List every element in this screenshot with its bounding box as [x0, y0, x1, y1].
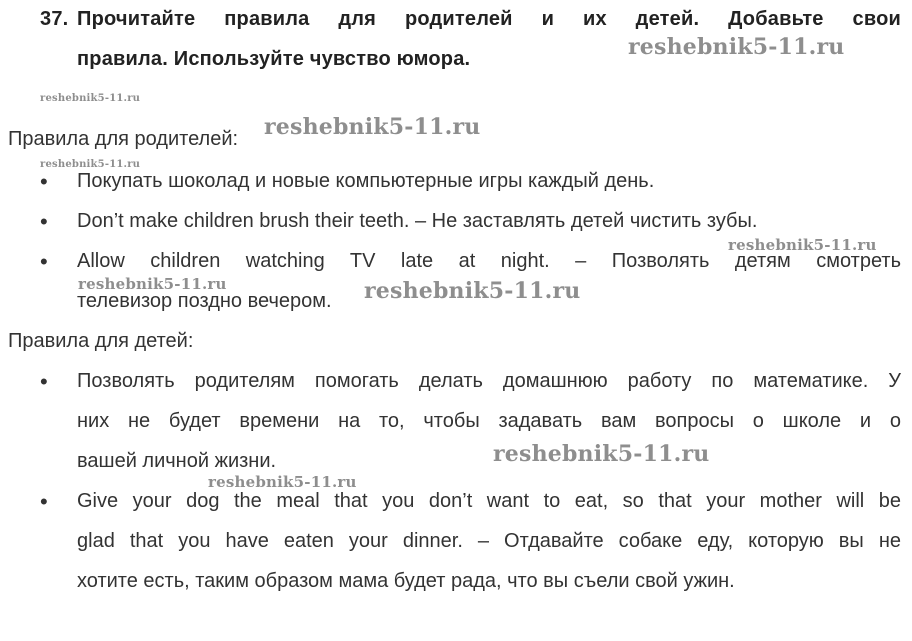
- children-rule-1-line-2: них не будет времени на то, чтобы задавать вам вопросы о школе и о: [77, 410, 901, 432]
- bullet-icon: •: [40, 209, 48, 234]
- children-rule-2-line-3: хотите есть, таким образом мама будет рада, что вы съели свой ужин.: [77, 570, 735, 592]
- children-rule-2-line-2: glad that you have eaten your dinner. – Отдавайте собаке еду, которую вы не: [77, 530, 901, 552]
- parents-rule-1-line-1: Покупать шоколад и новые компьютерные игры каждый день.: [77, 170, 655, 192]
- bullet-icon: •: [40, 249, 48, 274]
- task-number: 37.: [40, 8, 69, 30]
- watermark: reshebnik5-11.ru: [728, 236, 877, 254]
- watermark: reshebnik5-11.ru: [264, 114, 481, 140]
- bullet-icon: •: [40, 169, 48, 194]
- task-instruction-line-2: правила. Используйте чувство юмора.: [77, 48, 471, 70]
- watermark: reshebnik5-11.ru: [40, 93, 141, 104]
- parents-rules-title: Правила для родителей:: [8, 128, 239, 150]
- children-rules-title: Правила для детей:: [8, 330, 194, 352]
- watermark: reshebnik5-11.ru: [40, 159, 141, 170]
- watermark: reshebnik5-11.ru: [364, 278, 581, 304]
- parents-rule-2-line-1: Don’t make children brush their teeth. – Не заставлять детей чистить зубы.: [77, 210, 758, 232]
- parents-rule-3-line-2: телевизор поздно вечером.: [77, 290, 332, 312]
- parents-rule-3-line-1: Allow children watching TV late at night. – Позволять детям смотреть: [77, 250, 901, 272]
- bullet-icon: •: [40, 489, 48, 514]
- bullet-icon: •: [40, 369, 48, 394]
- children-rule-1-line-1: Позволять родителям помогать делать домашнюю работу по математике. У: [77, 370, 901, 392]
- task-instruction-line-1: Прочитайте правила для родителей и их детей. Добавьте свои: [77, 8, 901, 30]
- watermark: reshebnik5-11.ru: [493, 441, 710, 467]
- children-rule-2-line-1: Give your dog the meal that you don’t want to eat, so that your mother will be: [77, 490, 901, 512]
- watermark: reshebnik5-11.ru: [208, 473, 357, 491]
- watermark: reshebnik5-11.ru: [78, 275, 227, 293]
- children-rule-1-line-3: вашей личной жизни.: [77, 450, 277, 472]
- watermark: reshebnik5-11.ru: [628, 34, 845, 60]
